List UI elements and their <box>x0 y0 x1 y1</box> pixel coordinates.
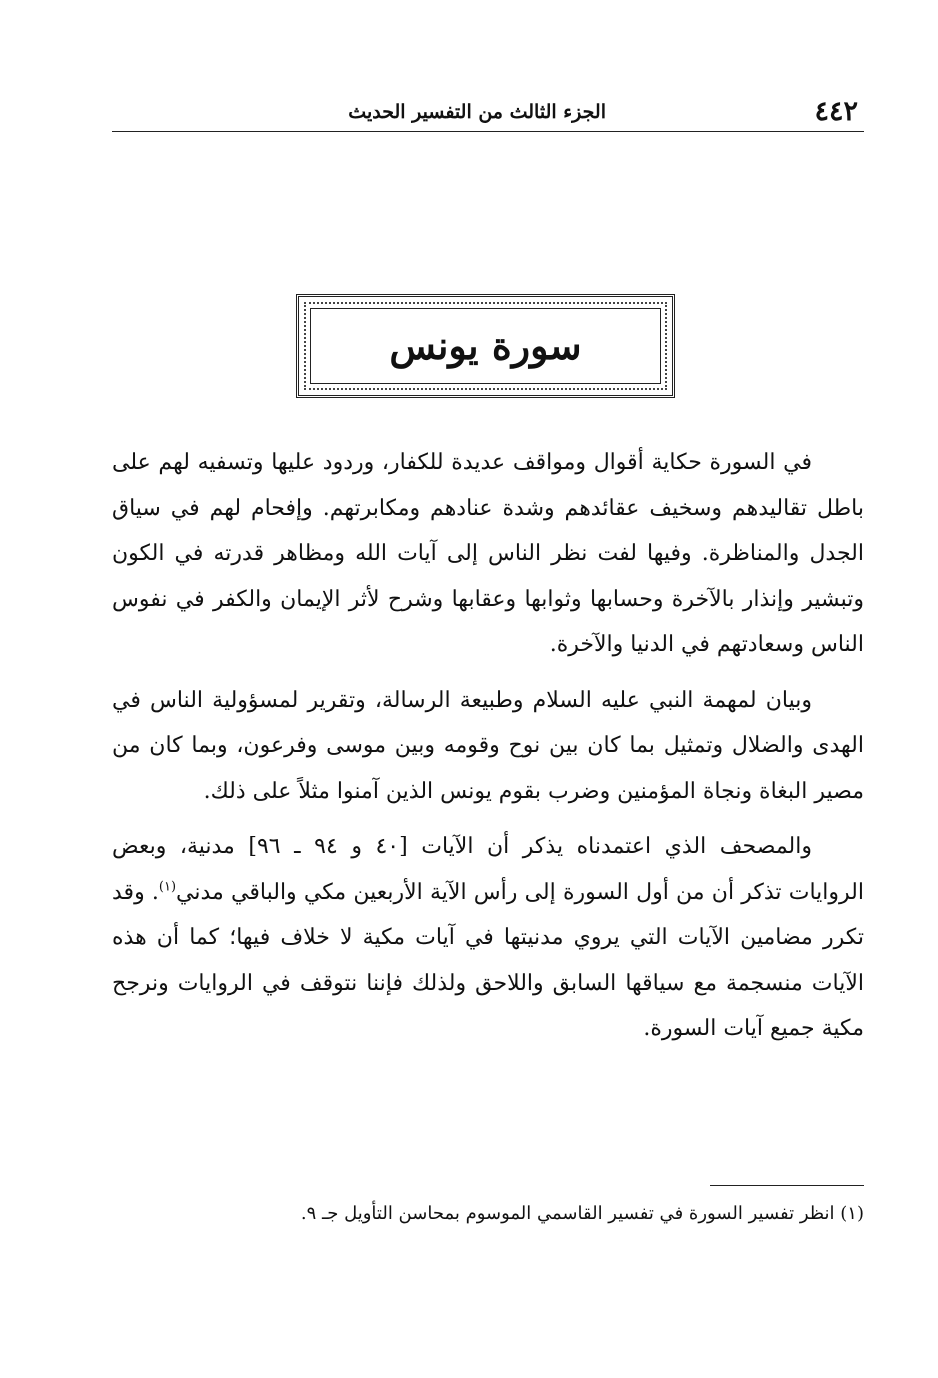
footnote-separator <box>710 1185 864 1186</box>
paragraph-3 <box>112 824 864 1052</box>
title-box <box>310 308 661 384</box>
page-header <box>112 96 864 130</box>
page-number: ٤٤٢ <box>814 96 858 127</box>
surah-title: سورة يونس <box>389 323 582 368</box>
footnote: (١) انظر تفسير السورة في تفسير القاسمي الموسوم بمحاسن التأويل جـ ٩. <box>300 1203 864 1224</box>
body-text <box>112 440 864 1062</box>
paragraph-3-text-start: والمصحف الذي اعتمدناه يذكر أن الآيات [٤٠ و ٩٤ ـ ٩٦] مدنية، وبعض الروايات تذكر أن من أول السورة إلى رأس الآية الأربعين مكي والباقي مدني <box>112 834 864 905</box>
surah-title-frame <box>296 294 675 398</box>
ornamental-border <box>304 302 667 390</box>
footnote-reference[interactable]: (١) <box>158 879 177 895</box>
running-title: الجزء الثالث من التفسير الحديث <box>348 101 606 123</box>
paragraph-2: وبيان لمهمة النبي عليه السلام وطبيعة الرسالة، وتقرير لمسؤولية الناس في الهدى والضلال وتمثيل بما كان بين نوح وقومه وبين موسى وفرعون، وبما كان من مصير البغاة ونجاة المؤمنين وضرب بقوم يونس الذين آمنوا مثلاً على ذلك. <box>112 687 864 804</box>
header-rule <box>112 131 864 132</box>
paragraph-3-text-end: . وقد تكرر مضامين الآيات التي يروي مدنيتها في آيات مكية لا خلاف فيها؛ كما أن هذه الآيات منسجمة مع سياقها السابق واللاحق ولذلك فإننا نتوقف في الروايات ونرجح مكية جميع آيات السورة. <box>112 879 864 1041</box>
paragraph-1: في السورة حكاية أقوال ومواقف عديدة للكفار، وردود عليها وتسفيه لهم على باطل تقاليدهم وسخيف عقائدهم وشدة عنادهم ومكابرتهم. وإفحام لهم في سياق الجدل والمناظرة. وفيها لفت نظر الناس إلى آيات الله ومظاهر قدرته في الكون وتبشير وإنذار بالآخرة وحسابها وثوابها وعقابها وشرح لأثر الإيمان والكفر في نفوس الناس وسعادتهم في الدنيا والآخرة. <box>112 450 864 657</box>
